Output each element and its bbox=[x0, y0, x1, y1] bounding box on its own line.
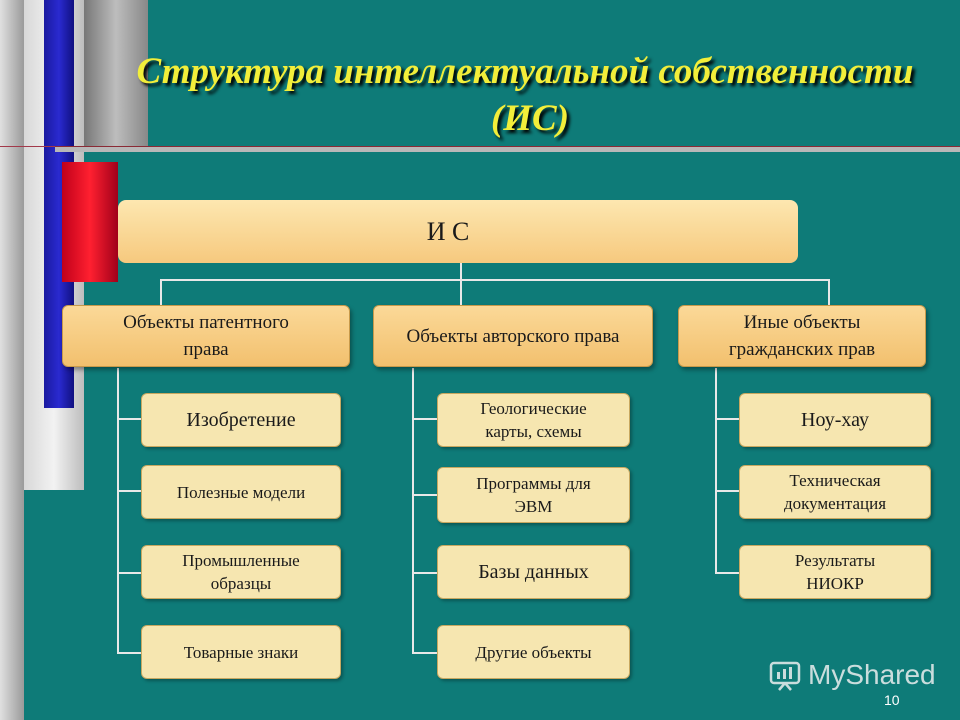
item-label: Изобретение bbox=[186, 408, 296, 431]
item-label: Базы данных bbox=[478, 560, 589, 583]
col3-tick3 bbox=[715, 572, 739, 574]
watermark-text: MyShared bbox=[808, 659, 936, 690]
category-label: Иные объекты гражданских прав bbox=[728, 312, 876, 360]
presentation-icon bbox=[768, 658, 802, 692]
col1-tick1 bbox=[117, 418, 141, 420]
col2-tick3 bbox=[412, 572, 437, 574]
cat3-drop bbox=[828, 279, 830, 306]
item-other-objects bbox=[437, 625, 630, 679]
col2-tick4 bbox=[412, 652, 437, 654]
col1-tick3 bbox=[117, 572, 141, 574]
item-technical-documentation bbox=[739, 465, 931, 519]
root-label: И С bbox=[426, 216, 470, 246]
page-number: 10 bbox=[884, 692, 900, 708]
item-label: Результаты НИОКР bbox=[794, 551, 876, 593]
item-label: Другие объекты bbox=[475, 642, 592, 662]
category-bus bbox=[160, 279, 830, 281]
item-invention bbox=[141, 393, 341, 447]
item-rnd-results bbox=[739, 545, 931, 599]
item-trademarks bbox=[141, 625, 341, 679]
item-label: Геологические карты, схемы bbox=[480, 399, 587, 441]
title-rule bbox=[55, 147, 960, 152]
category-patent bbox=[62, 305, 350, 367]
col2-tick2 bbox=[412, 494, 437, 496]
item-label: Полезные модели bbox=[176, 482, 306, 502]
watermark bbox=[768, 658, 936, 692]
col2-tick1 bbox=[412, 418, 437, 420]
col1-tick2 bbox=[117, 490, 141, 492]
slide-title-line2: (ИС) bbox=[490, 98, 570, 139]
col3-spine bbox=[715, 368, 717, 574]
item-label: Ноу-хау bbox=[801, 408, 869, 431]
decor-bar-red bbox=[62, 162, 118, 282]
category-label: Объекты авторского права bbox=[406, 325, 620, 347]
item-know-how bbox=[739, 393, 931, 447]
item-utility-models bbox=[141, 465, 341, 519]
col1-spine bbox=[117, 368, 119, 654]
item-computer-programs bbox=[437, 467, 630, 523]
item-databases bbox=[437, 545, 630, 599]
item-label: Промышленные образцы bbox=[182, 551, 300, 593]
cat1-drop bbox=[160, 279, 162, 306]
root-stem bbox=[460, 262, 462, 280]
item-label: Техническая документация bbox=[783, 471, 887, 513]
decor-bar-gray bbox=[0, 0, 24, 720]
root-node bbox=[118, 200, 798, 263]
slide-title bbox=[60, 48, 960, 142]
category-label: Объекты патентного права bbox=[123, 312, 289, 360]
cat2-drop bbox=[460, 279, 462, 306]
category-copyright bbox=[373, 305, 653, 367]
col3-tick1 bbox=[715, 418, 739, 420]
item-geological-maps bbox=[437, 393, 630, 447]
col1-tick4 bbox=[117, 652, 141, 654]
category-other-civil bbox=[678, 305, 926, 367]
slide-title-line1: Структура интеллектуальной собственности bbox=[136, 51, 914, 92]
item-industrial-designs bbox=[141, 545, 341, 599]
item-label: Программы для ЭВМ bbox=[476, 474, 591, 516]
col3-tick2 bbox=[715, 490, 739, 492]
item-label: Товарные знаки bbox=[183, 642, 299, 662]
col2-spine bbox=[412, 368, 414, 654]
